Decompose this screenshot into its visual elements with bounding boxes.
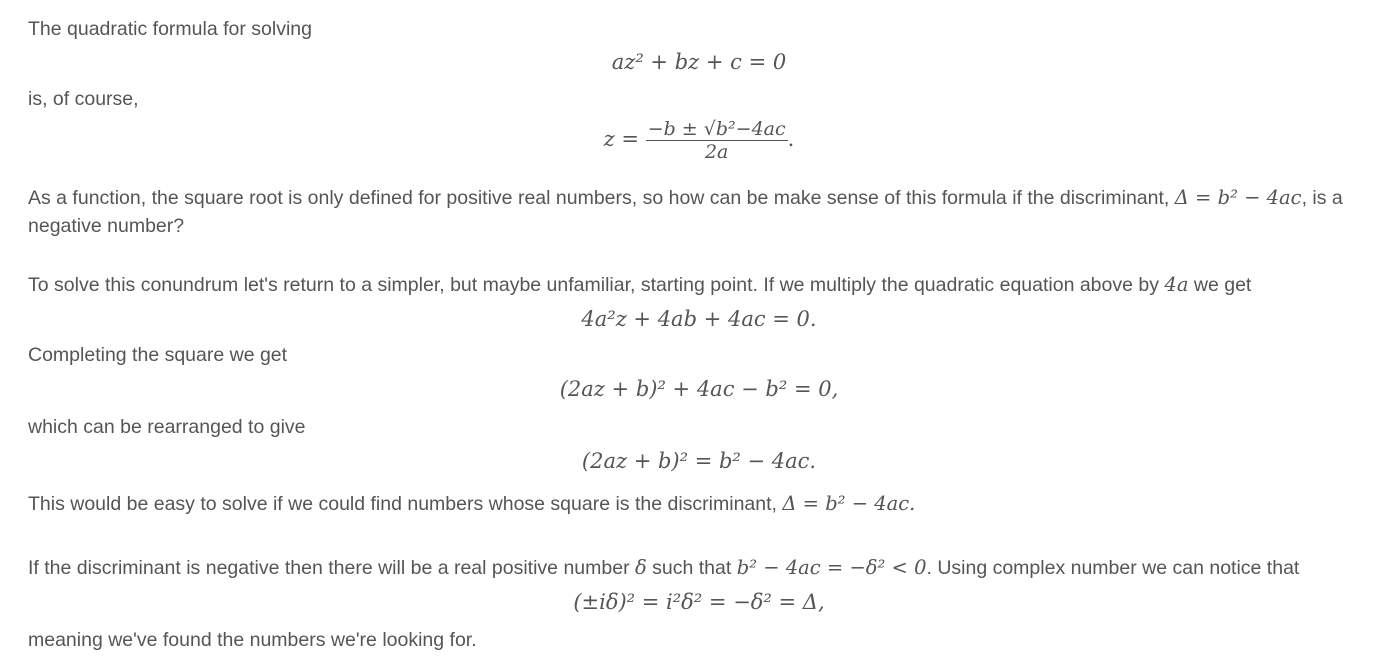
complex-square-text: (±iδ)² = i²δ² = −δ² = Δ, bbox=[573, 590, 825, 614]
negative-text-end: . Using complex number we can notice that bbox=[926, 557, 1300, 579]
completed-square-text: (2az + b)² + 4ac − b² = 0, bbox=[559, 377, 839, 401]
conundrum-text-end: we get bbox=[1193, 274, 1252, 296]
completed-square-equation bbox=[0, 377, 1398, 401]
rearranged-equation bbox=[0, 449, 1398, 473]
negative-text-mid: such that bbox=[652, 557, 732, 579]
complex-square-equation bbox=[0, 590, 1398, 614]
quadratic-equation-text: az² + bz + c = 0 bbox=[611, 50, 787, 74]
discriminant-text-start: As a function, the square root is only defined for positive real numbers, so how can be make sense of this formula if the discriminant, bbox=[28, 187, 1170, 209]
of-course-paragraph: is, of course, bbox=[28, 88, 139, 110]
multiplied-equation-text: 4a²z + 4ab + 4ac = 0. bbox=[581, 307, 817, 331]
discriminant-text-end: , is a negative number? bbox=[28, 187, 1343, 237]
completing-square-paragraph: Completing the square we get bbox=[28, 344, 288, 366]
rearranged-equation-text: (2az + b)² = b² − 4ac. bbox=[581, 449, 817, 473]
conundrum-text: To solve this conundrum let's return to a simpler, but maybe unfamiliar, starting point. If we multiply the quadratic equation above by bbox=[28, 274, 1159, 296]
discriminant-paragraph bbox=[28, 184, 1393, 240]
formula-numerator: −b ± √b²−4ac bbox=[647, 118, 786, 140]
quadratic-equation bbox=[0, 50, 1398, 74]
intro-paragraph: The quadratic formula for solving bbox=[28, 18, 312, 40]
formula-period: . bbox=[787, 127, 795, 151]
conclusion-paragraph: meaning we've found the numbers we're looking for. bbox=[28, 629, 477, 651]
formula-lhs: z = bbox=[603, 127, 639, 151]
discriminant-inline-math-2: Δ = b² − 4ac. bbox=[782, 492, 916, 515]
formula-fraction bbox=[646, 118, 788, 163]
negative-discriminant-paragraph bbox=[28, 554, 1299, 582]
quadratic-formula bbox=[0, 118, 1398, 163]
discriminant-inline-math: Δ = b² − 4ac bbox=[1174, 186, 1302, 209]
easy-solve-text: This would be easy to solve if we could find numbers whose square is the discriminant, bbox=[28, 493, 777, 515]
four-a-math: 4a bbox=[1164, 273, 1189, 296]
easy-solve-paragraph bbox=[28, 490, 915, 518]
negative-text-start: If the discriminant is negative then there will be a real positive number bbox=[28, 557, 630, 579]
inequality-math: b² − 4ac = −δ² < 0 bbox=[736, 556, 927, 579]
rearranged-paragraph: which can be rearranged to give bbox=[28, 416, 306, 438]
conundrum-paragraph bbox=[28, 271, 1251, 299]
delta-symbol: δ bbox=[634, 556, 647, 579]
multiplied-equation bbox=[0, 307, 1398, 331]
formula-denominator: 2a bbox=[704, 141, 729, 163]
